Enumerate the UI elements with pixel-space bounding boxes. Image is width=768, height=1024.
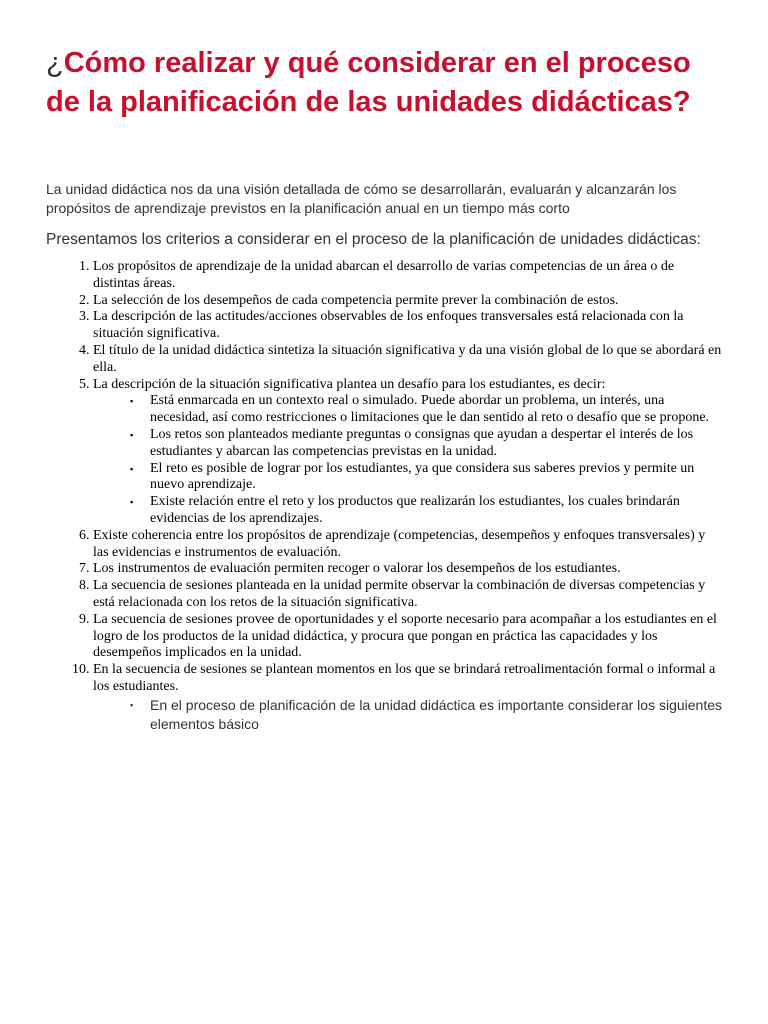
intro-paragraph: La unidad didáctica nos da una visión detallada de cómo se desarrollarán, evaluarán y alcanzarán los propósitos de aprendizaje previstos en la planificación anual en un tiempo más corto (46, 181, 677, 216)
square-bullet-icon: ▪ (130, 497, 134, 508)
challenge-point-text: Existe relación entre el reto y los productos que realizarán los estudiantes, los cuales brindarán evidencias de los aprendizajes. (150, 494, 680, 526)
criteria-item-text: El título de la unidad didáctica sintetiza la situación significativa y da una visión global de lo que se abordará en ella. (93, 342, 722, 375)
square-bullet-icon: ▪ (130, 463, 134, 474)
criteria-item-text: La secuencia de sesiones planteada en la unidad permite observar la combinación de diversas competencias y está relacionada con los retos de la situación significativa. (93, 578, 706, 610)
challenge-point (130, 494, 723, 528)
square-bullet-icon: ▪ (130, 396, 134, 407)
criteria-item-text: La descripción de la situación significativa plantea un desafío para los estudiantes, es decir: (93, 376, 606, 392)
criteria-item-text: La secuencia de sesiones provee de oportunidades y el soporte necesario para acompañar a los estudiantes en el logro de los productos de la unidad didáctica, y procura que pongan en práctica las capacidades y los desempeños implicados en la unidad. (93, 611, 717, 661)
criteria-item (93, 377, 723, 528)
criteria-item (93, 309, 723, 343)
challenge-point (130, 460, 723, 495)
challenge-point (130, 426, 723, 461)
lead-paragraph: Presentamos los criterios a considerar en el proceso de la planificación de unidades didácticas: (46, 231, 701, 248)
criteria-item (93, 561, 723, 578)
page-title (46, 44, 722, 122)
challenge-points-list (93, 393, 723, 527)
criteria-item (93, 259, 723, 293)
criteria-item-text: La selección de los desempeños de cada competencia permite prever la combinación de estos. (93, 292, 619, 308)
criteria-item-text: En la secuencia de sesiones se plantean momentos en los que se brindará retroalimentación formal o informal a los estudiantes. (93, 662, 716, 694)
criteria-item-text: Los propósitos de aprendizaje de la unidad abarcan el desarrollo de varias competencias de un área o de distintas áreas. (93, 259, 675, 291)
square-bullet-icon: ▪ (130, 699, 134, 710)
criteria-item (93, 612, 723, 662)
title-open-question-mark: ¿ (46, 47, 64, 79)
criteria-item-text: Existe coherencia entre los propósitos de aprendizaje (competencias, desempeños y enfoques transversales) y las evidencias e instrumentos de evaluación. (93, 527, 706, 560)
challenge-point (130, 393, 723, 427)
challenge-point-text: Los retos son planteados mediante preguntas o consignas que ayudan a despertar el interés de los estudiantes y abarcan las competencias previstas en la unidad. (150, 426, 694, 459)
square-bullet-icon: ▪ (130, 429, 134, 440)
criteria-item-text: La descripción de las actitudes/acciones observables de los enfoques transversales está relacionada con la situación significativa. (93, 309, 684, 342)
criteria-item (93, 662, 723, 734)
final-note (130, 696, 723, 734)
challenge-point-text: El reto es posible de lograr por los estudiantes, ya que considera sus saberes previos y permite un nuevo aprendizaje. (150, 460, 695, 493)
final-note-list (93, 696, 723, 734)
criteria-item (93, 528, 723, 562)
criteria-item (93, 578, 723, 612)
criteria-item (93, 293, 723, 310)
criteria-list (46, 259, 723, 734)
criteria-item (93, 343, 723, 377)
title-text: Cómo realizar y qué considerar en el proceso de la planificación de las unidades didácticas? (46, 47, 691, 118)
final-note-text: En el proceso de planificación de la unidad didáctica es importante considerar los siguientes elementos básico (150, 696, 723, 732)
challenge-point-text: Está enmarcada en un contexto real o simulado. Puede abordar un problema, un interés, una necesidad, así como restricciones o limitaciones que le dan sentido al reto o desafío que se propone. (150, 393, 710, 426)
criteria-item-text: Los instrumentos de evaluación permiten recoger o valorar los desempeños de los estudiantes. (93, 561, 621, 577)
